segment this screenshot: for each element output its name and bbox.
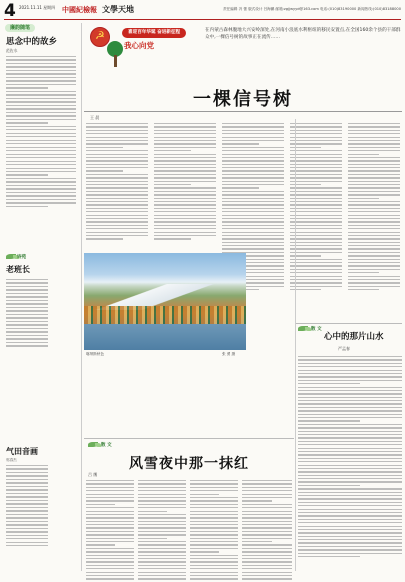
poem2-author: 郭春杰 xyxy=(6,458,17,462)
feature-headline: 一棵信号树 xyxy=(193,89,293,110)
poem2-title: 气田音画 xyxy=(6,446,38,456)
series-title: 我心向党 xyxy=(124,41,154,50)
tree-icon xyxy=(104,41,126,69)
section-title: 文學天地 xyxy=(102,5,134,14)
bottom-col-1 xyxy=(86,480,134,582)
essay-title: 思念中的故乡 xyxy=(6,37,58,47)
section-divider xyxy=(84,438,294,439)
page-number: 4 xyxy=(4,1,16,21)
left-column-divider xyxy=(81,23,82,571)
bottom-feature-author: 吕 鹰 xyxy=(88,472,98,477)
photo-caption: 喀纳斯秋色 xyxy=(86,352,104,356)
prose-author: 严孟春 xyxy=(338,346,350,351)
main-area xyxy=(84,23,402,571)
series-intro: 在内蒙古森林腹地大兴安岭深处,在河南小浪底水利枢纽的移民安置点,在全国160余个县的干部群众中,一棵信号树的故事正在流传…… xyxy=(205,28,401,41)
bottom-col-4 xyxy=(242,480,292,582)
column-divider xyxy=(295,119,296,571)
essay-author: 范佐水 xyxy=(6,48,18,53)
prose-title: 心中的那片山水 xyxy=(324,332,384,342)
prose-tag: 散 文 xyxy=(298,325,358,333)
prose-tag-2: 散 文 xyxy=(88,441,148,449)
page-header xyxy=(4,3,401,20)
essay-body xyxy=(6,56,76,207)
series-pill: 喜迎百年华诞 奋进新征程 xyxy=(122,28,186,38)
landscape-photo xyxy=(84,253,246,350)
photo-credit: 张 勇 摄 xyxy=(222,352,236,356)
bottom-col-3 xyxy=(190,480,238,582)
feature-col-5 xyxy=(348,123,400,293)
newspaper-brand: 中國紀檢報 xyxy=(62,5,97,14)
feature-col-2 xyxy=(154,123,216,242)
poem-tag: 诗苑 xyxy=(3,253,79,261)
poem-title: 老班长 xyxy=(6,264,30,274)
left-column xyxy=(3,23,79,571)
poem2-box xyxy=(3,443,79,549)
poem-box xyxy=(3,250,79,349)
headline-rule xyxy=(84,111,402,112)
column-tag: 廉韵随笔 xyxy=(5,24,35,32)
essay-box xyxy=(3,23,79,209)
prose-section xyxy=(298,330,402,354)
section-divider xyxy=(296,323,402,324)
issue-date: 2021.11.11 星期四 xyxy=(19,5,56,10)
bottom-col-2 xyxy=(138,480,186,582)
prose-body xyxy=(298,356,402,559)
series-banner xyxy=(84,23,402,77)
bottom-feature-title: 风雪夜中那一抹红 xyxy=(129,456,249,472)
poem2-body xyxy=(6,465,76,546)
feature-col-4 xyxy=(290,123,342,293)
editor-credits: 责任编辑 冯 蕾 版式设计 吕海鹏 邮箱:zgjjwyyd@163.com 电话:(010)83190000 新闻热线:(010)83188000 xyxy=(223,7,401,11)
feature-author: 王 晨 xyxy=(90,115,100,120)
poem-body xyxy=(6,279,76,347)
feature-col-1 xyxy=(86,123,148,242)
